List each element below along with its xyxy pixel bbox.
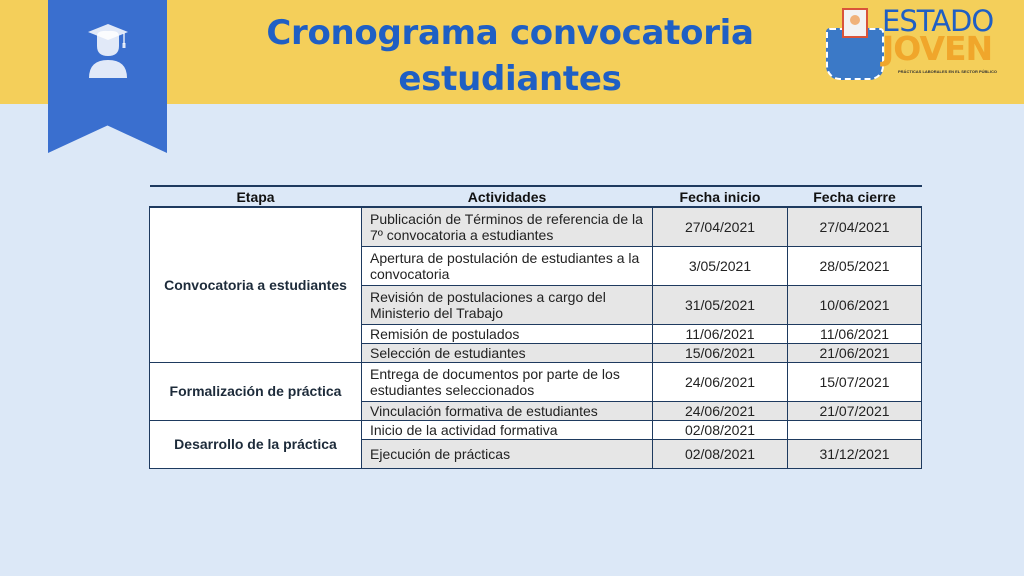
activity-cell: Apertura de postulación de estudiantes a la convocatoria [362, 246, 653, 285]
id-card-icon [842, 8, 868, 38]
table-row [150, 207, 922, 246]
header-fecha-inicio: Fecha inicio [653, 186, 788, 207]
activity-cell: Revisión de postulaciones a cargo del Ministerio del Trabajo [362, 285, 653, 324]
end-date-cell: 21/07/2021 [788, 401, 922, 420]
estado-joven-logo [824, 6, 1002, 82]
start-date-cell: 3/05/2021 [653, 246, 788, 285]
start-date-cell: 27/04/2021 [653, 207, 788, 246]
header-ribbon [48, 0, 167, 153]
end-date-cell: 27/04/2021 [788, 207, 922, 246]
table-row [150, 420, 922, 439]
end-date-cell: 31/12/2021 [788, 439, 922, 468]
start-date-cell: 02/08/2021 [653, 420, 788, 439]
start-date-cell: 24/06/2021 [653, 362, 788, 401]
schedule-table [149, 185, 922, 469]
end-date-cell: 28/05/2021 [788, 246, 922, 285]
header-fecha-cierre: Fecha cierre [788, 186, 922, 207]
header-etapa: Etapa [150, 186, 362, 207]
header-actividades: Actividades [362, 186, 653, 207]
activity-cell: Remisión de postulados [362, 324, 653, 343]
activity-cell: Vinculación formativa de estudiantes [362, 401, 653, 420]
table-row [150, 362, 922, 401]
end-date-cell: 10/06/2021 [788, 285, 922, 324]
activity-cell: Entrega de documentos por parte de los estudiantes seleccionados [362, 362, 653, 401]
activity-cell: Ejecución de prácticas [362, 439, 653, 468]
stage-cell: Desarrollo de la práctica [150, 420, 362, 468]
activity-cell: Publicación de Términos de referencia de la 7º convocatoria a estudiantes [362, 207, 653, 246]
start-date-cell: 31/05/2021 [653, 285, 788, 324]
activity-cell: Inicio de la actividad formativa [362, 420, 653, 439]
page-title: Cronograma convocatoria estudiantes [266, 13, 754, 99]
end-date-cell: 21/06/2021 [788, 343, 922, 362]
activity-cell: Selección de estudiantes [362, 343, 653, 362]
stage-cell: Formalización de práctica [150, 362, 362, 420]
logo-tagline: PRÁCTICAS LABORALES EN EL SECTOR PÚBLICO [898, 69, 997, 74]
end-date-cell: 11/06/2021 [788, 324, 922, 343]
logo-word-estado: ESTADO [882, 4, 994, 38]
start-date-cell: 02/08/2021 [653, 439, 788, 468]
start-date-cell: 24/06/2021 [653, 401, 788, 420]
start-date-cell: 15/06/2021 [653, 343, 788, 362]
table-header-row [150, 186, 922, 207]
logo-word-joven: JOVEN [882, 29, 993, 68]
end-date-cell: 15/07/2021 [788, 362, 922, 401]
stage-cell: Convocatoria a estudiantes [150, 207, 362, 362]
graduate-student-icon [86, 22, 130, 78]
end-date-cell [788, 420, 922, 439]
start-date-cell: 11/06/2021 [653, 324, 788, 343]
